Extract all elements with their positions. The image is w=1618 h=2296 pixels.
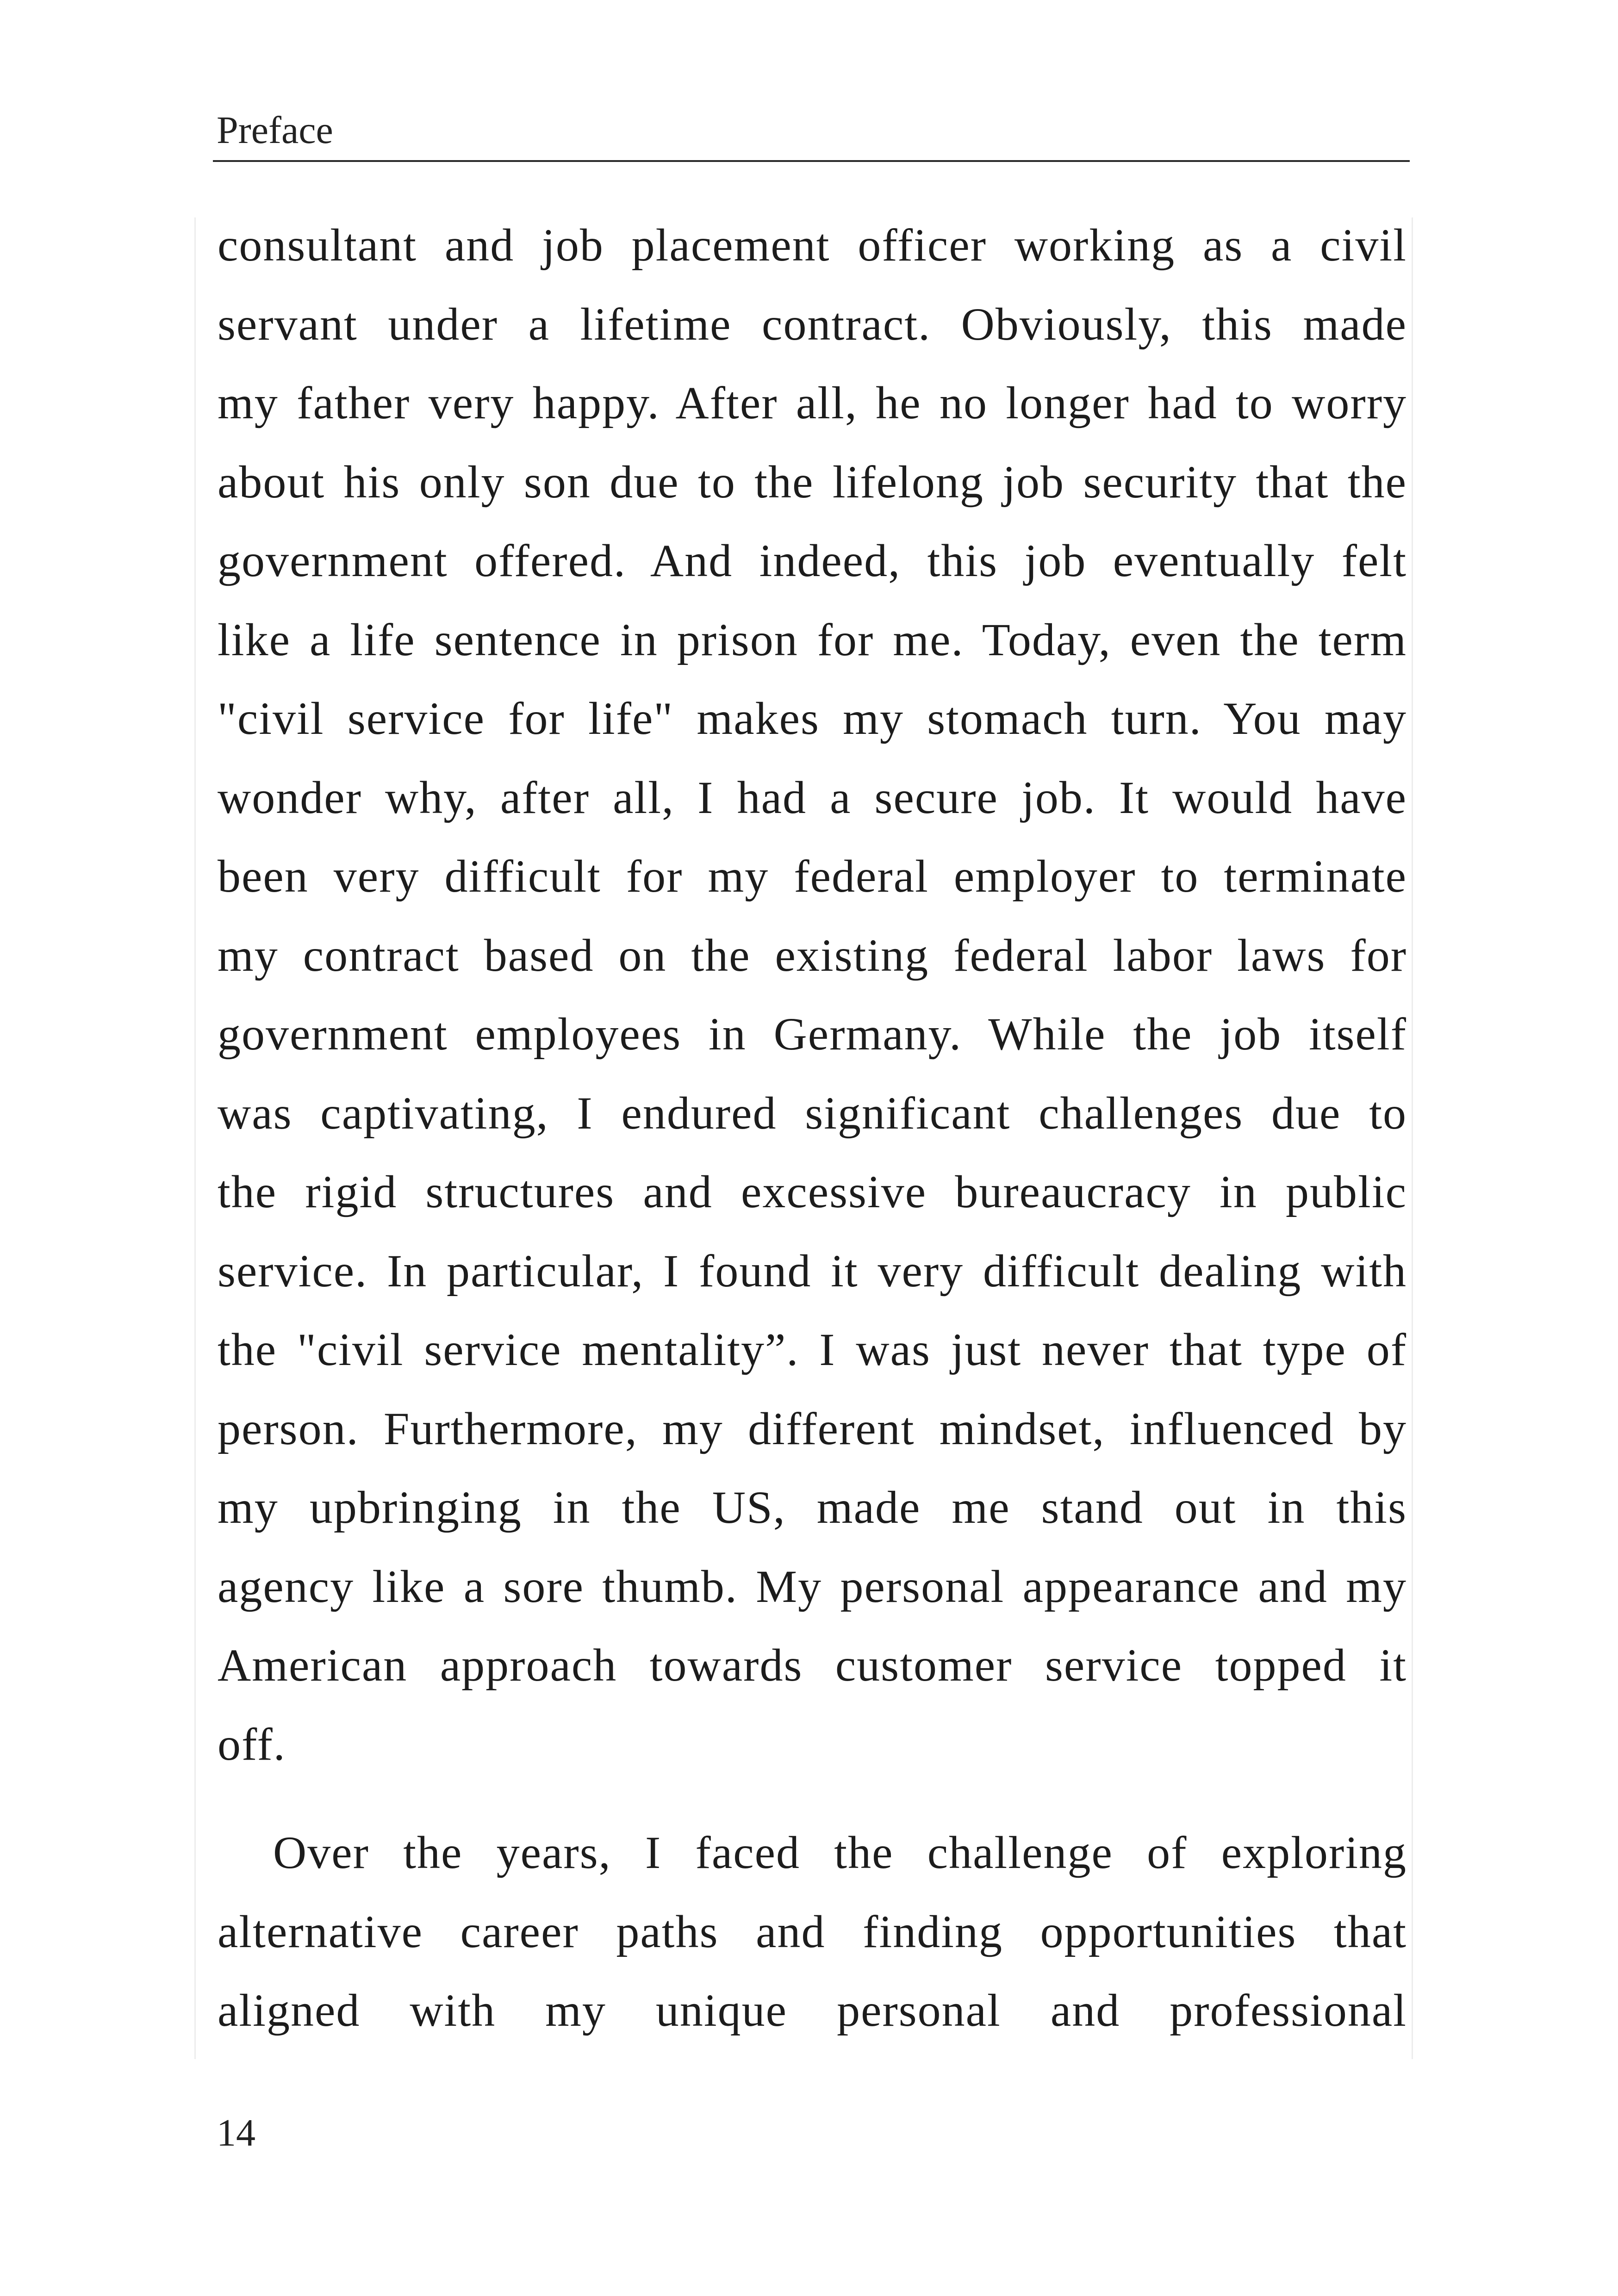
text-line: person. Furthermore, my different mindset, influenced by bbox=[218, 1402, 1407, 1454]
text-line: like a life sentence in prison for me. Today, even the term bbox=[218, 614, 1407, 665]
text-line: the "civil service mentality”. I was just never that type of bbox=[218, 1324, 1407, 1375]
text-line: Over the years, I faced the challenge of exploring bbox=[273, 1827, 1407, 1878]
text-line: been very difficult for my federal employer to terminate bbox=[218, 850, 1407, 902]
text-line: was captivating, I endured significant challenges due to bbox=[218, 1087, 1407, 1139]
text-line: agency like a sore thumb. My personal appearance and my bbox=[218, 1560, 1407, 1612]
text-line: government offered. And indeed, this job eventually felt bbox=[218, 535, 1407, 586]
running-header-title: Preface bbox=[217, 109, 333, 152]
text-frame-right-border bbox=[1412, 217, 1413, 2059]
page-number: 14 bbox=[217, 2111, 255, 2154]
text-line: aligned with my unique personal and professional bbox=[218, 1985, 1407, 2036]
text-line: alternative career paths and finding opportunities that bbox=[218, 1905, 1407, 1957]
body-text bbox=[218, 206, 1407, 2050]
text-line: about his only son due to the lifelong job security that the bbox=[218, 456, 1407, 508]
text-line: servant under a lifetime contract. Obviously, this made bbox=[218, 298, 1407, 350]
text-frame-left-border bbox=[194, 217, 196, 2059]
text-line: my contract based on the existing federal labor laws for bbox=[218, 929, 1407, 981]
header-rule bbox=[213, 160, 1410, 162]
text-line: off. bbox=[218, 1718, 286, 1770]
text-line: wonder why, after all, I had a secure job. It would have bbox=[218, 771, 1407, 823]
text-line: the rigid structures and excessive bureaucracy in public bbox=[218, 1166, 1407, 1217]
text-line: American approach towards customer service topped it bbox=[218, 1639, 1407, 1691]
text-line: service. In particular, I found it very difficult dealing with bbox=[218, 1245, 1407, 1297]
paragraph-gap bbox=[218, 1784, 1407, 1813]
text-line: "civil service for life" makes my stomach turn. You may bbox=[218, 693, 1407, 744]
text-line: my upbringing in the US, made me stand out in this bbox=[218, 1482, 1407, 1533]
text-line: government employees in Germany. While the job itself bbox=[218, 1008, 1407, 1060]
text-line: consultant and job placement officer working as a civil bbox=[218, 219, 1407, 271]
text-line: my father very happy. After all, he no longer had to worry bbox=[218, 377, 1407, 428]
